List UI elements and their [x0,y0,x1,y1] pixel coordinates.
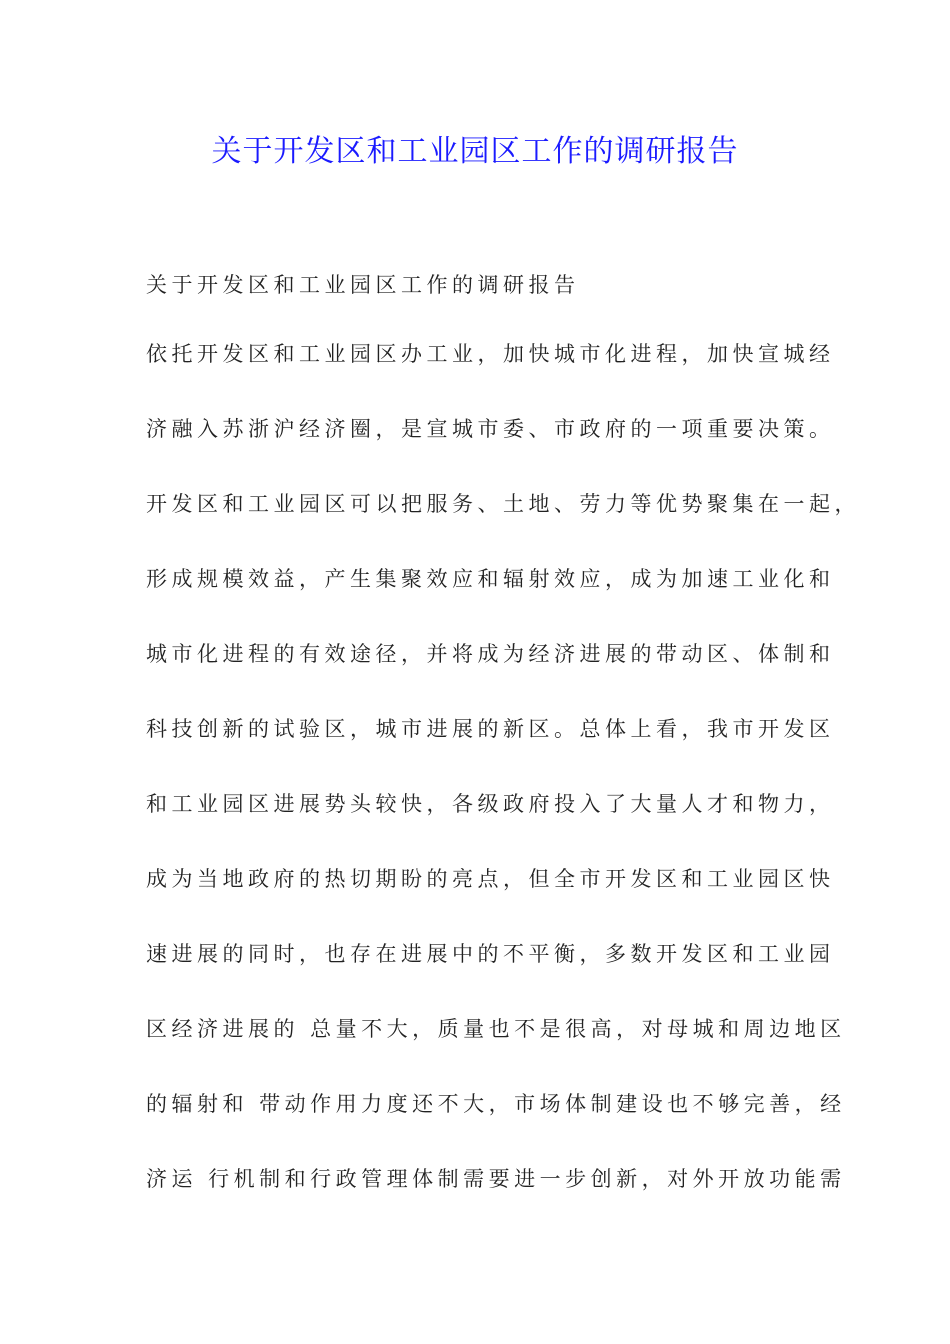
body-line: 成为当地政府的热切期盼的亮点，但全市开发区和工业园区快 [146,867,835,891]
body-line: 济融入苏浙沪经济圈，是宣城市委、市政府的一项重要决策。 [146,417,835,441]
document-body [146,263,860,1232]
body-line: 的辐射和 带动作用力度还不大，市场体制建设也不够完善，经 [146,1092,846,1116]
body-line: 区经济进展的 总量不大，质量也不是很高，对母城和周边地区 [146,1017,846,1041]
body-line: 城市化进程的有效途径，并将成为经济进展的带动区、体制和 [146,642,835,666]
body-line: 济运 行机制和行政管理体制需要进一步创新，对外开放功能需 [146,1167,846,1191]
body-line: 关于开发区和工业园区工作的调研报告 [146,273,580,297]
document-title: 关于开发区和工业园区工作的调研报告 [211,134,739,169]
body-line: 科技创新的试验区，城市进展的新区。总体上看，我市开发区 [146,717,835,741]
body-line: 速进展的同时，也存在进展中的不平衡，多数开发区和工业园 [146,942,835,966]
body-line: 和工业园区进展势头较快，各级政府投入了大量人才和物力， [146,792,835,816]
body-line: 形成规模效益，产生集聚效应和辐射效应，成为加速工业化和 [146,567,835,591]
body-line: 依托开发区和工业园区办工业，加快城市化进程，加快宣城经 [146,342,835,366]
body-line: 开发区和工业园区可以把服务、土地、劳力等优势聚集在一起， [146,492,860,516]
